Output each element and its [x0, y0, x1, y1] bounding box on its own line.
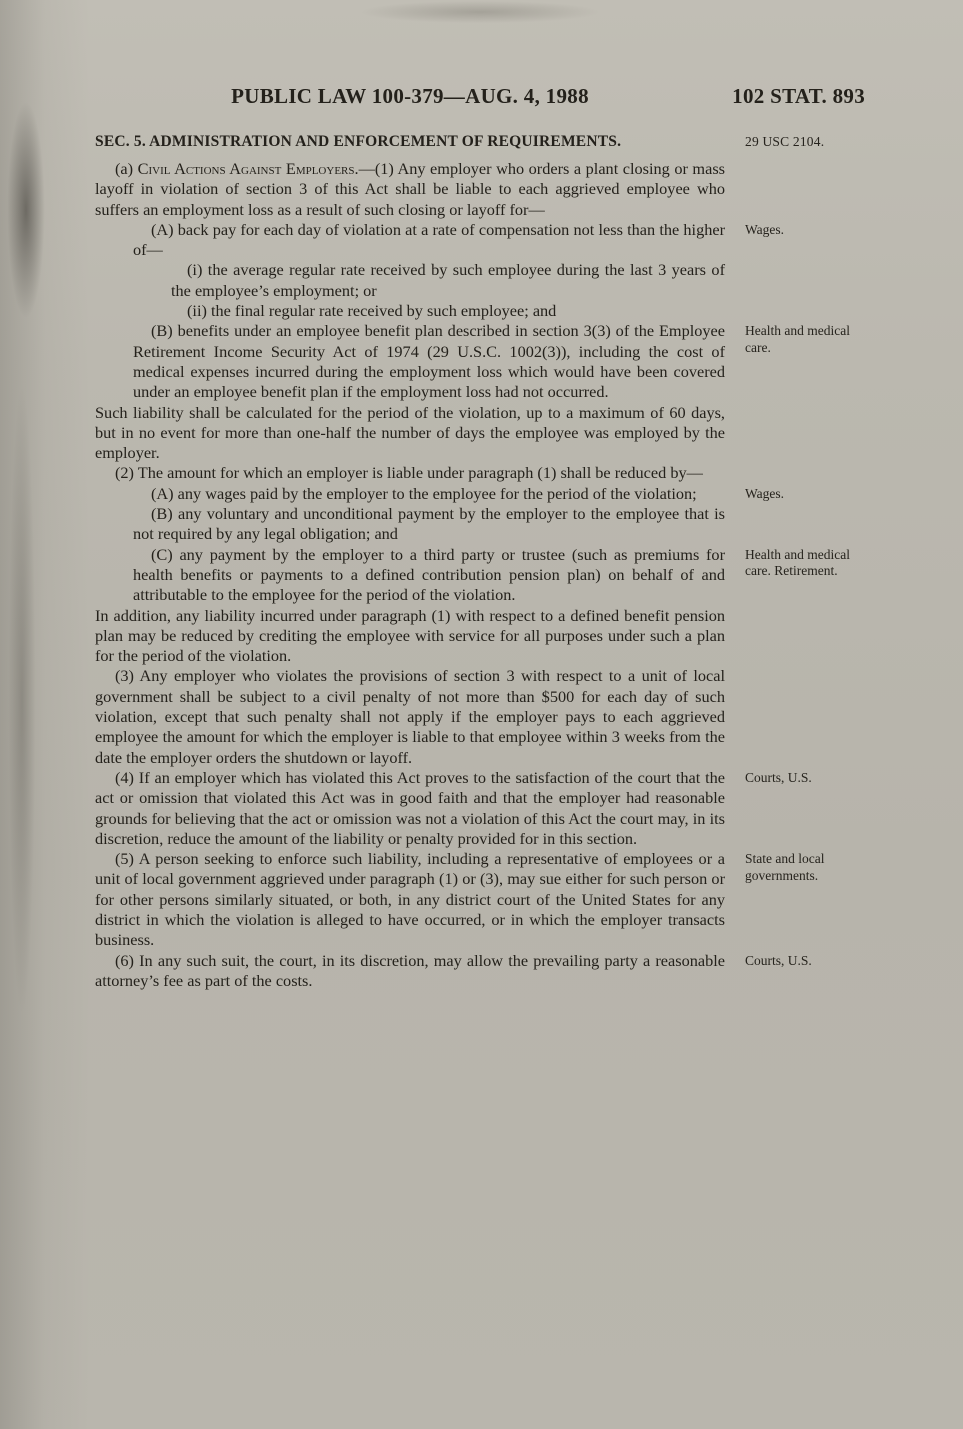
statute-paragraph: (5) A person seeking to enforce such liability, including a representative of employees or a unit of local government aggrieved under paragraph (1) or (3), may sue either for such person or for other persons similarly situated, or both, in any district court of the United States for any district in which the violation is alleged to have occurred, or in which the employer transacts business. State and local governments.: [95, 849, 725, 950]
statute-paragraph: (4) If an employer which has violated this Act proves to the satisfaction of the court that the act or omission that violated this Act was in good faith and that the employer had reasonable grounds for believing that the act or omission was not a violation of this Act the court may, in its discretion, reduce the amount of the liability or penalty provided for in this section. Courts, U.S.: [95, 768, 725, 849]
paragraph-text-segment: .—(1) Any employer who orders a plant closing or mass layoff in violation of section 3 of this Act shall be liable to each aggrieved employee who suffers an employment loss as a result of such closing or layoff for—: [95, 159, 725, 219]
statute-paragraph: (A) back pay for each day of violation at a rate of compensation not less than the higher of— Wages.: [133, 220, 725, 261]
margin-note: Wages.: [745, 485, 785, 501]
statute-paragraph: (ii) the final regular rate received by such employee; and: [187, 301, 557, 321]
statute-paragraph: Such liability shall be calculated for the period of the violation, up to a maximum of 60 days, but in no event for more than one-half the number of days the employee was employed by the employer.: [95, 402, 725, 463]
statute-paragraph: (A) any wages paid by the employer to the employee for the period of the violation; Wages.: [133, 484, 725, 504]
paragraph-list: [95, 159, 850, 991]
statute-paragraph: (C) any payment by the employer to a third party or trustee (such as premiums for health benefits or payments to a defined contribution pension plan) on behalf of and attributable to the employee for the period of the violation. Health and medical care. Retirement.: [133, 545, 725, 606]
statute-body: [95, 132, 850, 991]
margin-note: State and local governments.: [745, 851, 825, 883]
statute-paragraph: (2) The amount for which an employer is liable under paragraph (1) shall be reduced by—: [115, 463, 703, 483]
statute-paragraph: [95, 159, 725, 220]
statute-paragraph: (i) the average regular rate received by such employee during the last 3 years of the employee’s employment; or: [171, 260, 725, 300]
margin-note: Courts, U.S.: [745, 769, 812, 785]
statute-paragraph: (B) benefits under an employee benefit plan described in section 3(3) of the Employee Retirement Income Security Act of 1974 (29 U.S.C. 1002(3)), including the cost of medical expenses incurred during the employment loss which would have been covered under an employee benefit plan if the employment loss had not occurred. Health and medical care.: [133, 321, 725, 402]
section-heading: [95, 132, 825, 152]
statute-paragraph: (3) Any employer who violates the provisions of section 3 with respect to a unit of local government shall be subject to a civil penalty of not more than $500 for each day of such violation, except that such penalty shall not apply if the employer pays to each aggrieved employee the amount for which the employer is liable to that employee within 3 weeks from the date the employer orders the shutdown or layoff.: [95, 666, 725, 767]
margin-note: Health and medical care. Retirement.: [745, 546, 850, 579]
statute-paragraph: (6) In any such suit, the court, in its discretion, may allow the prevailing party a reasonable attorney’s fee as part of the costs. Courts, U.S.: [95, 951, 725, 992]
statute-paragraph: In addition, any liability incurred under paragraph (1) with respect to a defined benefit pension plan may be reduced by crediting the employee with service for all purposes under such a plan for the period of the violation.: [95, 605, 725, 666]
law-title: PUBLIC LAW 100-379—AUG. 4, 1988: [231, 84, 589, 108]
margin-note: Wages.: [745, 221, 785, 237]
statute-page-number: 102 STAT. 893: [732, 84, 865, 108]
statute-paragraph: (B) any voluntary and unconditional payment by the employer to the employee that is not required by any legal obligation; and: [133, 504, 725, 544]
section-heading-text: SEC. 5. ADMINISTRATION AND ENFORCEMENT OF REQUIREMENTS.: [95, 133, 622, 150]
paragraph-text-segment: Civil Actions Against Employers: [137, 159, 355, 178]
margin-note: Health and medical care.: [745, 323, 850, 355]
usc-citation-note: 29 USC 2104.: [745, 134, 825, 149]
paragraph-text-segment: (a): [115, 159, 138, 178]
margin-note: Courts, U.S.: [745, 952, 812, 968]
